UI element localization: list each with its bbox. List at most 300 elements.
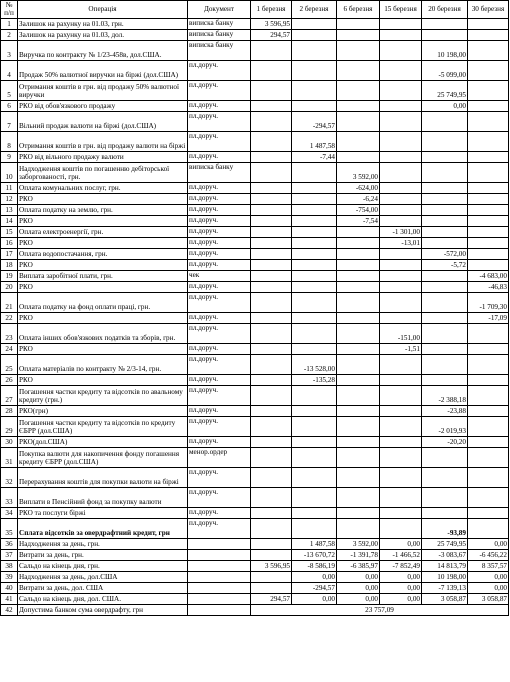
value-cell xyxy=(422,162,468,182)
operation-cell: РКО xyxy=(18,215,188,226)
table-row xyxy=(1,204,509,215)
value-cell xyxy=(468,374,509,385)
value-cell xyxy=(251,538,292,549)
table-row xyxy=(1,182,509,193)
value-cell: 0,00 xyxy=(422,100,468,111)
value-cell xyxy=(292,323,337,343)
row-number: 9 xyxy=(1,151,18,162)
value-cell xyxy=(292,281,337,292)
document-cell xyxy=(188,549,251,560)
value-cell xyxy=(468,354,509,374)
header-cell: 2 березня xyxy=(292,1,337,19)
table-row xyxy=(1,131,509,151)
value-cell xyxy=(380,436,422,447)
value-cell xyxy=(468,29,509,40)
value-cell: -7 139,13 xyxy=(422,582,468,593)
value-cell xyxy=(292,467,337,487)
document-cell: менор.ордер xyxy=(188,447,251,467)
value-cell: -20,20 xyxy=(422,436,468,447)
document-cell: пл.доруч. xyxy=(188,111,251,131)
value-cell xyxy=(251,571,292,582)
value-cell xyxy=(251,507,292,518)
row-number: 32 xyxy=(1,467,18,487)
table-row xyxy=(1,237,509,248)
document-cell xyxy=(188,571,251,582)
value-cell xyxy=(292,80,337,100)
value-cell xyxy=(292,193,337,204)
row-number: 33 xyxy=(1,487,18,507)
row-number: 1 xyxy=(1,18,18,29)
value-cell xyxy=(380,111,422,131)
value-cell xyxy=(380,40,422,60)
value-cell: 0,00 xyxy=(468,571,509,582)
row-number: 29 xyxy=(1,416,18,436)
operation-cell: Оплата матеріалів по контракту № 2/3-14, грн. xyxy=(18,354,188,374)
value-cell: 0,00 xyxy=(468,538,509,549)
header-cell: 6 березня xyxy=(337,1,380,19)
value-cell: 3 058,87 xyxy=(468,593,509,604)
value-cell xyxy=(251,582,292,593)
value-cell xyxy=(251,193,292,204)
operation-cell: РКО xyxy=(18,237,188,248)
value-cell: -13,01 xyxy=(380,237,422,248)
value-cell xyxy=(468,162,509,182)
value-cell: 10 198,00 xyxy=(422,571,468,582)
value-cell xyxy=(251,204,292,215)
value-cell: 0,00 xyxy=(380,593,422,604)
document-cell xyxy=(188,538,251,549)
table-row xyxy=(1,507,509,518)
operation-cell: Покупка валюти для накопичення фонду погашення кредиту ЄБРР (дол.США) xyxy=(18,447,188,467)
value-cell: 0,00 xyxy=(380,582,422,593)
document-cell xyxy=(188,560,251,571)
value-cell xyxy=(468,193,509,204)
operation-cell: Оплата електроенергії, грн. xyxy=(18,226,188,237)
value-cell xyxy=(251,281,292,292)
document-cell: виписка банку xyxy=(188,40,251,60)
operation-cell: Оплата комунальних послуг, грн. xyxy=(18,182,188,193)
value-cell xyxy=(337,270,380,281)
value-cell xyxy=(292,385,337,405)
operation-cell: Виплати в Пенсійний фонд за покупку валюти xyxy=(18,487,188,507)
value-cell xyxy=(337,416,380,436)
header-cell: 1 березня xyxy=(251,1,292,19)
operation-cell: Оплата податку на фонд оплати праці, грн. xyxy=(18,292,188,312)
operation-cell: Сальдо на кінець дня, дол. США. xyxy=(18,593,188,604)
document-cell: пл.доруч. xyxy=(188,281,251,292)
value-cell xyxy=(422,507,468,518)
value-cell xyxy=(380,507,422,518)
value-cell: -7 852,49 xyxy=(380,560,422,571)
document-cell: пл.доруч. xyxy=(188,312,251,323)
value-cell xyxy=(251,416,292,436)
operation-cell: Погашення частки кредиту та відсотків по кредиту ЄБРР (дол.США) xyxy=(18,416,188,436)
header-cell: 15 березня xyxy=(380,1,422,19)
row-number: 8 xyxy=(1,131,18,151)
row-number: 39 xyxy=(1,571,18,582)
value-cell xyxy=(292,343,337,354)
row-number: 41 xyxy=(1,593,18,604)
value-cell xyxy=(468,151,509,162)
row-number: 37 xyxy=(1,549,18,560)
value-cell: -23,88 xyxy=(422,405,468,416)
operation-cell: РКО від обов'язкового продажу xyxy=(18,100,188,111)
value-cell xyxy=(292,507,337,518)
operation-cell: Оплата водопостачання, грн. xyxy=(18,248,188,259)
value-cell xyxy=(251,259,292,270)
row-number: 11 xyxy=(1,182,18,193)
operation-cell: РКО xyxy=(18,193,188,204)
table-row xyxy=(1,436,509,447)
value-cell xyxy=(380,405,422,416)
value-cell: -294,57 xyxy=(292,111,337,131)
table-row xyxy=(1,292,509,312)
row-number: 21 xyxy=(1,292,18,312)
value-cell xyxy=(468,204,509,215)
document-cell: пл.доруч. xyxy=(188,292,251,312)
value-cell: -7,44 xyxy=(292,151,337,162)
table-row xyxy=(1,518,509,538)
row-number: 30 xyxy=(1,436,18,447)
document-cell: пл.доруч. xyxy=(188,374,251,385)
value-cell xyxy=(422,237,468,248)
operation-cell: Оплата інших обов'язкових податків та зборів, грн. xyxy=(18,323,188,343)
value-cell xyxy=(468,237,509,248)
value-cell xyxy=(251,182,292,193)
value-cell xyxy=(422,447,468,467)
value-cell xyxy=(468,18,509,29)
table-row xyxy=(1,193,509,204)
value-cell: -6 456,22 xyxy=(468,549,509,560)
document-cell: пл.доруч. xyxy=(188,436,251,447)
value-cell: -1 466,52 xyxy=(380,549,422,560)
row-number: 31 xyxy=(1,447,18,467)
value-cell: -624,00 xyxy=(337,182,380,193)
operation-cell: РКО xyxy=(18,312,188,323)
value-cell xyxy=(337,405,380,416)
value-cell xyxy=(251,162,292,182)
value-cell: -3 083,67 xyxy=(422,549,468,560)
value-cell xyxy=(292,226,337,237)
operation-cell: Отримання коштів в грн. від продажу 50% валютної виручки xyxy=(18,80,188,100)
value-cell xyxy=(422,193,468,204)
value-cell xyxy=(251,292,292,312)
table-row xyxy=(1,604,509,615)
value-cell xyxy=(380,131,422,151)
row-number: 5 xyxy=(1,80,18,100)
table-row xyxy=(1,467,509,487)
value-cell xyxy=(380,312,422,323)
value-cell: 8 357,57 xyxy=(468,560,509,571)
table-row xyxy=(1,582,509,593)
value-cell: 294,57 xyxy=(251,29,292,40)
value-cell xyxy=(468,226,509,237)
value-cell xyxy=(468,518,509,538)
value-cell xyxy=(380,259,422,270)
value-cell: -151,00 xyxy=(380,323,422,343)
table-row xyxy=(1,487,509,507)
value-cell xyxy=(251,467,292,487)
row-number: 15 xyxy=(1,226,18,237)
table-row xyxy=(1,80,509,100)
document-cell: виписка банку xyxy=(188,162,251,182)
document-cell xyxy=(188,582,251,593)
row-number: 19 xyxy=(1,270,18,281)
operation-cell: Залишок на рахунку на 01.03, грн. xyxy=(18,18,188,29)
row-number: 7 xyxy=(1,111,18,131)
table-row xyxy=(1,151,509,162)
document-cell: чек xyxy=(188,270,251,281)
value-cell xyxy=(468,416,509,436)
table-row xyxy=(1,416,509,436)
operation-cell: Залишок на рахунку на 01.03, дол. xyxy=(18,29,188,40)
value-cell: 3 592,00 xyxy=(337,162,380,182)
value-cell xyxy=(251,518,292,538)
document-cell: пл.доруч. xyxy=(188,60,251,80)
value-cell xyxy=(380,467,422,487)
value-cell xyxy=(380,80,422,100)
value-cell xyxy=(337,18,380,29)
value-cell xyxy=(380,193,422,204)
table-row xyxy=(1,374,509,385)
header-row xyxy=(1,1,509,19)
value-cell xyxy=(251,111,292,131)
value-cell xyxy=(468,248,509,259)
value-cell xyxy=(292,270,337,281)
value-cell xyxy=(292,312,337,323)
value-cell xyxy=(422,131,468,151)
value-cell: 0,00 xyxy=(468,582,509,593)
value-cell xyxy=(292,405,337,416)
overdraft-limit-cell: 23 757,09 xyxy=(251,604,509,615)
value-cell xyxy=(292,237,337,248)
value-cell: 1 487,58 xyxy=(292,131,337,151)
value-cell: -294,57 xyxy=(292,582,337,593)
table-body xyxy=(1,18,509,615)
document-cell: пл.доруч. xyxy=(188,323,251,343)
value-cell xyxy=(380,248,422,259)
value-cell: 0,00 xyxy=(337,593,380,604)
operation-cell: РКО та послуги біржі xyxy=(18,507,188,518)
row-number: 25 xyxy=(1,354,18,374)
value-cell: -8 586,19 xyxy=(292,560,337,571)
table-row xyxy=(1,447,509,467)
table-row xyxy=(1,60,509,80)
operation-cell: Оплата податку на землю, грн. xyxy=(18,204,188,215)
value-cell xyxy=(422,215,468,226)
value-cell: 25 749,95 xyxy=(422,80,468,100)
value-cell xyxy=(251,60,292,80)
value-cell: -17,09 xyxy=(468,312,509,323)
value-cell xyxy=(251,270,292,281)
document-cell: виписка банку xyxy=(188,18,251,29)
document-cell xyxy=(188,593,251,604)
value-cell: 0,00 xyxy=(292,571,337,582)
value-cell xyxy=(251,226,292,237)
table-row xyxy=(1,18,509,29)
value-cell xyxy=(292,162,337,182)
operation-cell: Витрати за день, дол. США xyxy=(18,582,188,593)
value-cell xyxy=(337,111,380,131)
value-cell xyxy=(251,549,292,560)
value-cell xyxy=(337,354,380,374)
value-cell: -1 709,30 xyxy=(468,292,509,312)
table-row xyxy=(1,405,509,416)
value-cell xyxy=(337,343,380,354)
value-cell xyxy=(251,374,292,385)
row-number: 22 xyxy=(1,312,18,323)
value-cell xyxy=(337,259,380,270)
value-cell xyxy=(422,487,468,507)
operation-cell: РКО xyxy=(18,281,188,292)
value-cell xyxy=(468,40,509,60)
operation-cell: РКО(дол.США) xyxy=(18,436,188,447)
value-cell: -93,89 xyxy=(422,518,468,538)
value-cell xyxy=(422,226,468,237)
value-cell: -13 670,72 xyxy=(292,549,337,560)
value-cell xyxy=(251,312,292,323)
value-cell: -2 019,93 xyxy=(422,416,468,436)
value-cell xyxy=(380,416,422,436)
table-row xyxy=(1,215,509,226)
operation-cell: РКО xyxy=(18,259,188,270)
value-cell xyxy=(337,131,380,151)
value-cell xyxy=(292,204,337,215)
value-cell xyxy=(422,467,468,487)
value-cell: 0,00 xyxy=(292,593,337,604)
table-row xyxy=(1,571,509,582)
value-cell xyxy=(292,248,337,259)
operation-cell: РКО xyxy=(18,343,188,354)
value-cell xyxy=(292,182,337,193)
document-cell xyxy=(188,604,251,615)
document-cell: пл.доруч. xyxy=(188,487,251,507)
value-cell xyxy=(337,248,380,259)
value-cell xyxy=(251,343,292,354)
value-cell xyxy=(468,405,509,416)
value-cell xyxy=(251,40,292,60)
table-row xyxy=(1,162,509,182)
value-cell xyxy=(251,100,292,111)
value-cell xyxy=(251,80,292,100)
value-cell xyxy=(422,204,468,215)
table-row xyxy=(1,270,509,281)
value-cell xyxy=(422,281,468,292)
value-cell xyxy=(292,447,337,467)
operation-cell: Перерахування коштів для покупки валюти на біржі xyxy=(18,467,188,487)
value-cell xyxy=(251,323,292,343)
value-cell xyxy=(292,100,337,111)
document-cell: пл.доруч. xyxy=(188,343,251,354)
document-cell: пл.доруч. xyxy=(188,215,251,226)
table-row xyxy=(1,40,509,60)
document-cell: пл.доруч. xyxy=(188,507,251,518)
value-cell xyxy=(422,111,468,131)
value-cell xyxy=(337,29,380,40)
value-cell: 3 592,00 xyxy=(337,538,380,549)
operation-cell: Витрати за день, грн. xyxy=(18,549,188,560)
row-number: 14 xyxy=(1,215,18,226)
value-cell: -135,28 xyxy=(292,374,337,385)
value-cell xyxy=(422,182,468,193)
value-cell xyxy=(251,131,292,151)
table-row xyxy=(1,538,509,549)
value-cell xyxy=(422,18,468,29)
value-cell xyxy=(337,100,380,111)
value-cell xyxy=(380,292,422,312)
value-cell xyxy=(337,374,380,385)
value-cell xyxy=(468,215,509,226)
value-cell xyxy=(292,215,337,226)
value-cell xyxy=(468,467,509,487)
row-number: 13 xyxy=(1,204,18,215)
value-cell: -572,00 xyxy=(422,248,468,259)
value-cell xyxy=(422,312,468,323)
table-row xyxy=(1,226,509,237)
row-number: 38 xyxy=(1,560,18,571)
operation-cell: Виплата заробітної плати, грн. xyxy=(18,270,188,281)
document-cell: пл.доруч. xyxy=(188,405,251,416)
document-cell: пл.доруч. xyxy=(188,518,251,538)
operation-cell: Сплата відсотків за овердрафтний кредит, грн xyxy=(18,518,188,538)
document-cell: пл.доруч. xyxy=(188,354,251,374)
document-cell: пл.доруч. xyxy=(188,204,251,215)
value-cell xyxy=(380,29,422,40)
table-row xyxy=(1,100,509,111)
value-cell: -5,72 xyxy=(422,259,468,270)
row-number: 17 xyxy=(1,248,18,259)
row-number: 20 xyxy=(1,281,18,292)
row-number: 10 xyxy=(1,162,18,182)
value-cell xyxy=(337,80,380,100)
header-cell: Документ xyxy=(188,1,251,19)
value-cell xyxy=(422,343,468,354)
value-cell xyxy=(422,374,468,385)
value-cell xyxy=(337,292,380,312)
value-cell: 0,00 xyxy=(380,538,422,549)
value-cell xyxy=(380,374,422,385)
value-cell xyxy=(422,29,468,40)
value-cell xyxy=(468,436,509,447)
table-row xyxy=(1,281,509,292)
value-cell xyxy=(380,447,422,467)
value-cell xyxy=(380,270,422,281)
operation-cell: РКО від вільного продажу валюти xyxy=(18,151,188,162)
value-cell xyxy=(292,416,337,436)
value-cell xyxy=(337,447,380,467)
document-cell: пл.доруч. xyxy=(188,80,251,100)
row-number: 23 xyxy=(1,323,18,343)
row-number: 6 xyxy=(1,100,18,111)
value-cell: 14 813,79 xyxy=(422,560,468,571)
document-cell: пл.доруч. xyxy=(188,226,251,237)
value-cell xyxy=(422,292,468,312)
value-cell xyxy=(380,182,422,193)
value-cell xyxy=(292,18,337,29)
row-number: 36 xyxy=(1,538,18,549)
document-cell: пл.доруч. xyxy=(188,193,251,204)
value-cell xyxy=(292,436,337,447)
value-cell xyxy=(292,487,337,507)
value-cell xyxy=(292,29,337,40)
value-cell xyxy=(292,292,337,312)
value-cell xyxy=(468,131,509,151)
document-cell: пл.доруч. xyxy=(188,467,251,487)
value-cell xyxy=(468,80,509,100)
value-cell xyxy=(337,40,380,60)
value-cell: -5 099,00 xyxy=(422,60,468,80)
value-cell: 3 058,87 xyxy=(422,593,468,604)
